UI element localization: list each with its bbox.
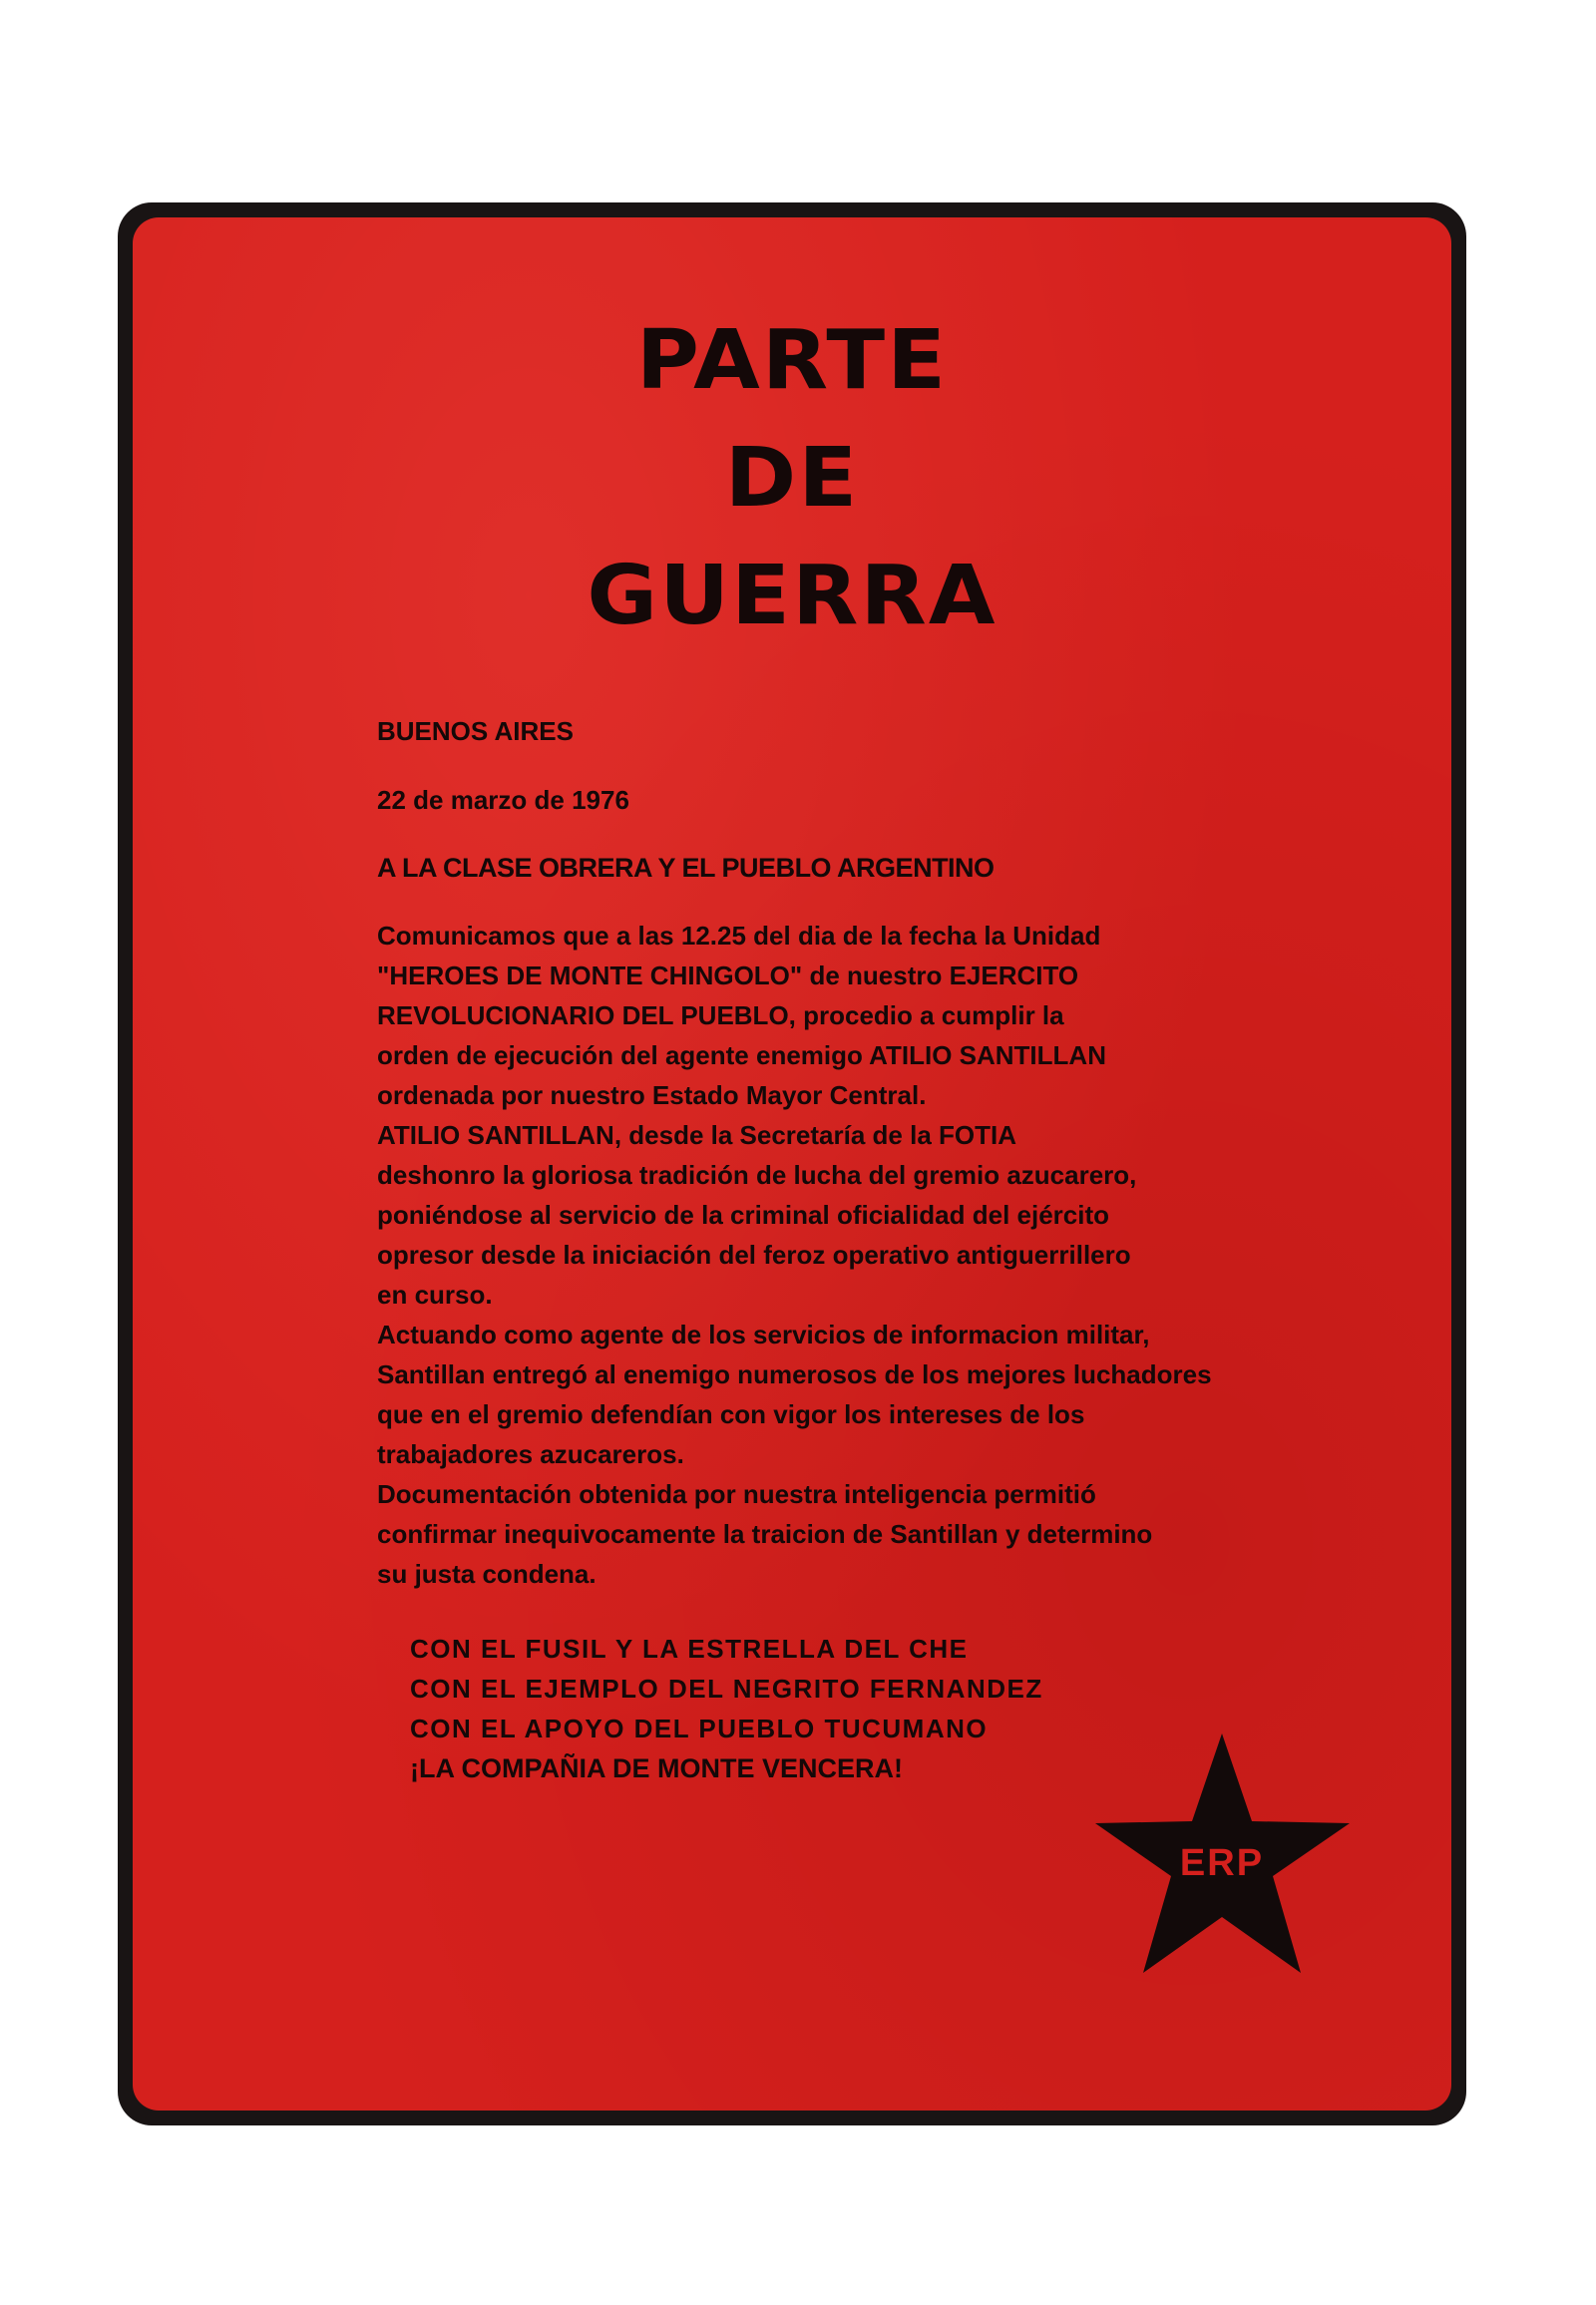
body-line: Documentación obtenida por nuestra inteligencia permitió [377,1479,1096,1509]
page-title [133,302,1451,655]
body-line: Santillan entregó al enemigo numerosos de los mejores luchadores [377,1359,1212,1389]
body-line: trabajadores azucareros. [377,1439,684,1469]
title-line: GUERRA [587,549,998,643]
body-line: poniéndose al servicio de la criminal oficialidad del ejército [377,1200,1110,1230]
city-line: BUENOS AIRES [377,716,574,746]
slogans [410,1629,1043,1788]
flyer-border [118,202,1466,2125]
slogan-line: CON EL EJEMPLO DEL NEGRITO FERNANDEZ [410,1674,1043,1704]
body-line: "HEROES DE MONTE CHINGOLO" de nuestro EJERCITO [377,960,1079,990]
body-line: que en el gremio defendían con vigor los intereses de los [377,1399,1085,1429]
slogan-line: CON EL APOYO DEL PUEBLO TUCUMANO [410,1714,989,1743]
title-line: DE [724,431,860,526]
final-slogan: ¡LA COMPAÑIA DE MONTE VENCERA! [410,1753,903,1783]
body-line: confirmar inequivocamente la traicion de Santillan y determino [377,1519,1153,1549]
slogan-line: CON EL FUSIL Y LA ESTRELLA DEL CHE [410,1634,969,1664]
body-line: deshonro la gloriosa tradición de lucha del gremio azucarero, [377,1160,1137,1190]
body-line: REVOLUCIONARIO DEL PUEBLO, procedio a cumplir la [377,1000,1064,1030]
body-line: ordenada por nuestro Estado Mayor Central. [377,1080,927,1110]
communique-body [377,916,1275,1594]
body-line: Comunicamos que a las 12.25 del dia de la fecha la Unidad [377,921,1101,951]
body-line: ATILIO SANTILLAN, desde la Secretaría de la FOTIA [377,1120,1016,1150]
body-line: Actuando como agente de los servicios de informacion militar, [377,1320,1150,1349]
body-line: su justa condena. [377,1559,597,1589]
body-line: orden de ejecución del agente enemigo ATILIO SANTILLAN [377,1040,1106,1070]
erp-star-icon [1095,1733,1355,1983]
address-line: A LA CLASE OBRERA Y EL PUEBLO ARGENTINO [377,853,995,883]
date-line: 22 de marzo de 1976 [377,785,629,815]
body-line: opresor desde la iniciación del feroz operativo antiguerrillero [377,1240,1131,1270]
flyer-page [133,217,1451,2111]
body-line: en curso. [377,1280,493,1310]
title-line: PARTE [635,313,949,408]
star-label: ERP [1179,1842,1265,1884]
